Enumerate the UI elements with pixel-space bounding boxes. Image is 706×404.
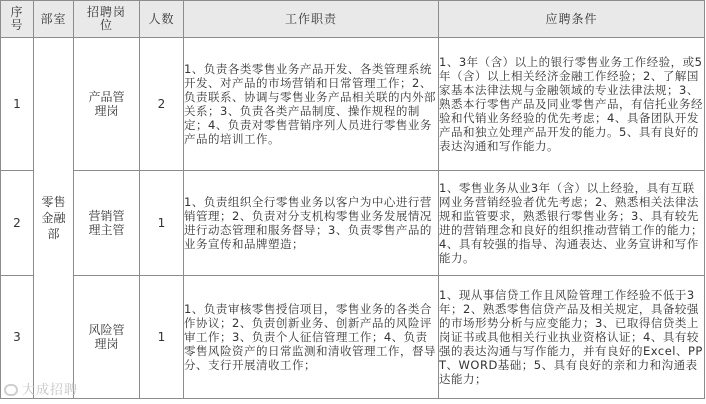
post-cell: 风险管 理岗: [74, 276, 140, 399]
table-row: [1, 38, 705, 171]
header-count: 人数: [140, 1, 184, 38]
post-cell: 产品管 理岗: [74, 38, 140, 171]
header-dept: 部室: [34, 1, 74, 38]
requirement-cell: 1、零售业务从业3年（含）以上经验，具有互联网业务营销经验者优先考虑；2、熟悉相关法律法规和监管要求，熟悉银行零售业务；3、具有较先进的营销理念和良好的组织推动营销工作的能力；4、具有较强的指导、沟通表达、业务宣讲和写作能力。: [439, 171, 705, 276]
row-no: 1: [1, 38, 34, 171]
dept-cell: 零售 金融 部: [34, 38, 74, 399]
duty-cell: 1、负责各类零售业务产品开发、各类管理系统开发、对产品的市场营销和日常管理工作；2、负责联系、协调与零售业务产品相关联的内外部关系；3、负责各类产品制度、操作规程的制定；4、负责对零售营销序列人员进行零售业务产品的培训工作。: [184, 38, 439, 171]
count-cell: 1: [140, 276, 184, 399]
post-cell: 营销管 理主管: [74, 171, 140, 276]
count-cell: 2: [140, 38, 184, 171]
duty-cell: 1、负责组织全行零售业务以客户为中心进行营销管理；2、负责对分支机构零售业务发展情况进行动态管理和服务督导；3、负责零售产品的业务宣传和品牌塑造；: [184, 171, 439, 276]
row-no: 2: [1, 171, 34, 276]
row-no: 3: [1, 276, 34, 399]
header-no: 序 号: [1, 1, 34, 38]
header-post: 招聘岗 位: [74, 1, 140, 38]
watermark: [4, 379, 78, 398]
watermark-text: 大成招聘: [22, 383, 79, 398]
watermark-logo-icon: [4, 384, 18, 396]
table-row: [1, 276, 705, 399]
header-req: 应聘条件: [439, 1, 705, 38]
table-header-row: [1, 1, 705, 38]
requirement-cell: 1、现从事信贷工作且风险管理工作经验不低于3年；2、熟悉零售信贷产品及相关规定，具备较强的市场形势分析与应变能力；3、已取得信贷类上岗证书或具他相关行业执业资格认证；4、具有较强的表达沟通与写作能力，并有良好的Excel、PPT、WORD基础；5、具有良好的亲和力和沟通表达能力；: [439, 276, 705, 399]
table-row: [1, 171, 705, 276]
duty-cell: 1、负责审核零售授信项目，零售业务的各类合作协议；2、负责创新业务、创新产品的风险评审工作；3、负责个人征信管理工作；4、负责零售风险资产的日常监测和清收管理工作，督导分、支行开展清收工作；: [184, 276, 439, 399]
count-cell: 1: [140, 171, 184, 276]
header-duty: 工作职责: [184, 1, 439, 38]
requirement-cell: 1、3年（含）以上的银行零售业务工作经验，或5年（含）以上相关经济金融工作经验；2、了解国家基本法律法规与金融领域的专业法律法规；3、熟悉本行零售产品及同业零售产品，有信托业务经验和代销业务经验的优先考虑；4、具备团队开发产品和独立处理产品开发的能力。5、具有良好的表达沟通和写作能力。: [439, 38, 705, 171]
